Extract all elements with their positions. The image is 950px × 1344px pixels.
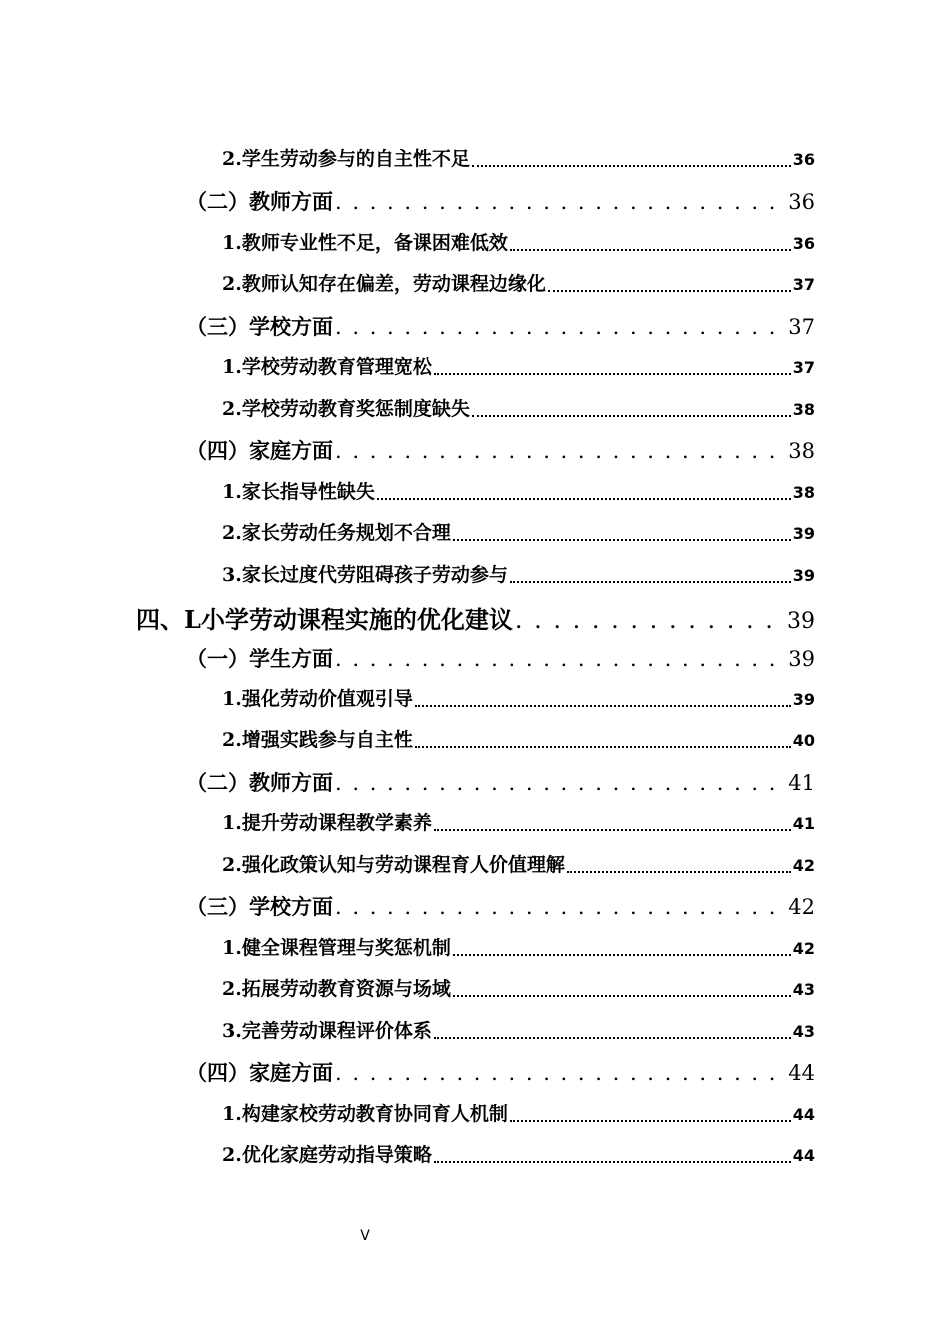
toc-entry-page: 42 [792,939,815,958]
dot-leader [434,1037,791,1039]
dot-leader [515,605,785,634]
toc-chapter-entry[interactable] [136,600,815,635]
toc-entry-title: （四）家庭方面 [186,438,333,463]
page-number-footer: V [360,1228,370,1244]
dot-leader [453,954,791,956]
toc-entry-page: 39 [792,566,815,585]
toc-entry-page: 38 [792,400,815,419]
toc-entry-page: 37 [788,315,815,339]
toc-entry-page: 39 [788,647,815,671]
toc-entry[interactable] [222,518,815,545]
toc-entry-page: 44 [792,1146,815,1165]
toc-entry-page: 38 [788,439,815,463]
toc-entry-page: 39 [792,524,815,543]
dot-leader [434,829,791,831]
toc-entry[interactable] [186,311,815,341]
dot-leader [472,415,791,417]
toc-entry[interactable] [186,643,815,673]
toc-entry-title: （三）学校方面 [186,894,333,919]
toc-entry[interactable] [186,186,815,216]
toc-entry[interactable] [222,560,815,587]
toc-entry-page: 44 [792,1105,815,1124]
toc-entry-title: 2.学生劳动参与的自主性不足 [222,148,470,170]
toc-entry[interactable] [222,228,815,255]
toc-entry-page: 36 [792,234,815,253]
toc-entry-title: （二）教师方面 [186,770,333,795]
toc-entry-title: （一）学生方面 [186,646,333,671]
dot-leader [335,1060,786,1085]
dot-leader [472,165,791,167]
toc-entry-page: 38 [792,483,815,502]
toc-entry[interactable] [222,1099,815,1126]
toc-entry-title: 1.健全课程管理与奖惩机制 [222,937,451,959]
toc-entry-title: 2.增强实践参与自主性 [222,729,413,751]
toc-entry-page: 37 [792,275,815,294]
toc-entry-page: 41 [788,771,815,795]
toc-entry-title: 2.拓展劳动教育资源与场域 [222,978,451,1000]
toc-entry-title: 2.优化家庭劳动指导策略 [222,1144,432,1166]
toc-entry-page: 43 [792,1022,815,1041]
toc-entry-title: （二）教师方面 [186,189,333,214]
toc-entry-page: 43 [792,980,815,999]
toc-entry-title: 1.家长指导性缺失 [222,481,375,503]
toc-entry[interactable] [222,684,815,711]
toc-entry[interactable] [222,352,815,379]
dot-leader [510,1120,791,1122]
toc-entry[interactable] [222,477,815,504]
dot-leader [453,539,791,541]
toc-entry-title: （三）学校方面 [186,314,333,339]
dot-leader [510,249,791,251]
toc-entry[interactable] [222,144,815,171]
toc-entry-title: 3.家长过度代劳阻碍孩子劳动参与 [222,564,508,586]
toc-entry[interactable] [222,974,815,1001]
toc-entry[interactable] [186,767,815,797]
dot-leader [335,189,786,214]
toc-entry-page: 36 [792,150,815,169]
dot-leader [335,646,786,671]
toc-entry-title: 四、L小学劳动课程实施的优化建议 [136,605,513,634]
toc-entry[interactable] [222,808,815,835]
toc-entry[interactable] [222,394,815,421]
toc-entry-title: 1.构建家校劳动教育协同育人机制 [222,1103,508,1125]
dot-leader [434,1161,791,1163]
dot-leader [377,498,791,500]
toc-entry-title: 2.学校劳动教育奖惩制度缺失 [222,398,470,420]
dot-leader [567,871,791,873]
toc-entry-title: 1.强化劳动价值观引导 [222,688,413,710]
toc-entry[interactable] [222,725,815,752]
dot-leader [335,894,786,919]
toc-entry[interactable] [222,1140,815,1167]
toc-entry[interactable] [222,933,815,960]
toc-entry-page: 40 [792,731,815,750]
toc-entry-title: 3.完善劳动课程评价体系 [222,1020,432,1042]
toc-entry[interactable] [222,1016,815,1043]
dot-leader [335,314,786,339]
toc-entry-page: 37 [792,358,815,377]
toc-entry-title: 1.教师专业性不足，备课困难低效 [222,232,508,254]
toc-entry-title: 2.教师认知存在偏差，劳动课程边缘化 [222,273,546,295]
toc-entry-title: 2.强化政策认知与劳动课程育人价值理解 [222,854,565,876]
dot-leader [453,995,791,997]
toc-entry[interactable] [222,850,815,877]
dot-leader [548,290,791,292]
toc-entry-title: 2.家长劳动任务规划不合理 [222,522,451,544]
toc-entry[interactable] [186,435,815,465]
toc-entry[interactable] [186,891,815,921]
dot-leader [335,438,786,463]
toc-entry-page: 42 [792,856,815,875]
toc-entry-title: 1.提升劳动课程教学素养 [222,812,432,834]
toc-entry-page: 36 [788,190,815,214]
toc-entry-title: （四）家庭方面 [186,1060,333,1085]
toc-entry-page: 41 [792,814,815,833]
toc-entry-page: 44 [788,1061,815,1085]
toc-entry-page: 42 [788,895,815,919]
toc-entry-title: 1.学校劳动教育管理宽松 [222,356,432,378]
toc-entry[interactable] [186,1057,815,1087]
dot-leader [415,746,791,748]
toc-entry[interactable] [222,269,815,296]
toc-entry-page: 39 [787,609,815,634]
dot-leader [510,581,791,583]
dot-leader [335,770,786,795]
dot-leader [434,373,791,375]
dot-leader [415,705,791,707]
toc-entry-page: 39 [792,690,815,709]
